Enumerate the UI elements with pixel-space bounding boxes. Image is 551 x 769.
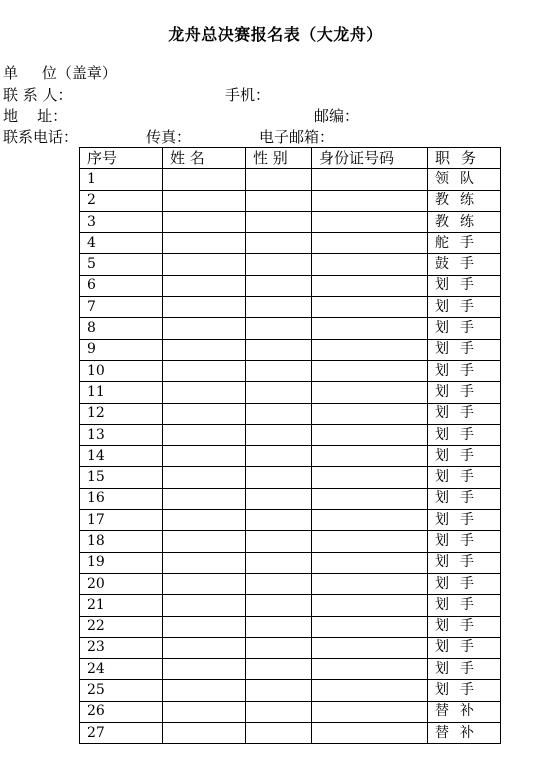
- cell-id-number[interactable]: [312, 382, 428, 403]
- mobile-label: 手机：: [225, 86, 271, 104]
- cell-name[interactable]: [163, 297, 246, 318]
- cell-gender[interactable]: [246, 680, 312, 701]
- table-row: [80, 637, 501, 658]
- table-row: [80, 297, 501, 318]
- cell-id-number[interactable]: [312, 488, 428, 509]
- cell-gender[interactable]: [246, 297, 312, 318]
- cell-gender[interactable]: [246, 275, 312, 296]
- table-row: [80, 510, 501, 531]
- table-row: [80, 680, 501, 701]
- cell-role: 划手: [428, 446, 501, 467]
- cell-name[interactable]: [163, 233, 246, 254]
- cell-role: 划手: [428, 382, 501, 403]
- cell-name[interactable]: [163, 467, 246, 488]
- cell-role: 领队: [428, 169, 501, 190]
- cell-gender[interactable]: [246, 637, 312, 658]
- cell-id-number[interactable]: [312, 573, 428, 594]
- cell-name[interactable]: [163, 275, 246, 296]
- cell-role: 划手: [428, 424, 501, 445]
- cell-name[interactable]: [163, 510, 246, 531]
- table-row: [80, 211, 501, 232]
- cell-role: 替补: [428, 723, 501, 744]
- cell-name[interactable]: [163, 169, 246, 190]
- header-role: 职务: [428, 148, 501, 169]
- cell-id-number[interactable]: [312, 318, 428, 339]
- cell-number: 17: [80, 510, 163, 531]
- cell-id-number[interactable]: [312, 211, 428, 232]
- table-row: [80, 424, 501, 445]
- cell-id-number[interactable]: [312, 297, 428, 318]
- cell-number: 22: [80, 616, 163, 637]
- table-row: [80, 169, 501, 190]
- cell-number: 24: [80, 659, 163, 680]
- cell-number: 26: [80, 701, 163, 722]
- cell-role: 划手: [428, 616, 501, 637]
- cell-id-number[interactable]: [312, 190, 428, 211]
- table-row: [80, 616, 501, 637]
- cell-role: 划手: [428, 531, 501, 552]
- cell-role: 划手: [428, 680, 501, 701]
- cell-role: 划手: [428, 510, 501, 531]
- registration-table: [79, 147, 501, 744]
- cell-gender[interactable]: [246, 616, 312, 637]
- cell-name[interactable]: [163, 616, 246, 637]
- cell-role: 划手: [428, 573, 501, 594]
- cell-role: 划手: [428, 488, 501, 509]
- unit-label: 单 位（盖章）: [3, 64, 117, 82]
- cell-gender[interactable]: [246, 573, 312, 594]
- cell-role: 划手: [428, 297, 501, 318]
- table-row: [80, 595, 501, 616]
- cell-id-number[interactable]: [312, 659, 428, 680]
- cell-number: 3: [80, 211, 163, 232]
- cell-gender[interactable]: [246, 595, 312, 616]
- table-row: [80, 552, 501, 573]
- cell-name[interactable]: [163, 680, 246, 701]
- cell-name[interactable]: [163, 446, 246, 467]
- table-row: [80, 723, 501, 744]
- cell-gender[interactable]: [246, 510, 312, 531]
- cell-id-number[interactable]: [312, 169, 428, 190]
- email-label: 电子邮箱：: [259, 128, 335, 146]
- cell-name[interactable]: [163, 531, 246, 552]
- cell-number: 18: [80, 531, 163, 552]
- cell-id-number[interactable]: [312, 616, 428, 637]
- cell-name[interactable]: [163, 254, 246, 275]
- header-id-number: 身份证号码: [312, 148, 428, 169]
- cell-number: 8: [80, 318, 163, 339]
- cell-number: 16: [80, 488, 163, 509]
- cell-number: 25: [80, 680, 163, 701]
- cell-number: 6: [80, 275, 163, 296]
- contact-label: 联 系 人：: [3, 86, 73, 104]
- table-row: [80, 339, 501, 360]
- cell-role: 划手: [428, 659, 501, 680]
- cell-name[interactable]: [163, 637, 246, 658]
- table-row: [80, 446, 501, 467]
- cell-id-number[interactable]: [312, 424, 428, 445]
- cell-name[interactable]: [163, 595, 246, 616]
- cell-role: 鼓手: [428, 254, 501, 275]
- phone-label: 联系电话：: [3, 128, 79, 146]
- cell-number: 20: [80, 573, 163, 594]
- cell-name[interactable]: [163, 424, 246, 445]
- cell-name[interactable]: [163, 339, 246, 360]
- cell-number: 1: [80, 169, 163, 190]
- cell-id-number[interactable]: [312, 275, 428, 296]
- cell-id-number[interactable]: [312, 403, 428, 424]
- cell-gender[interactable]: [246, 531, 312, 552]
- table-row: [80, 254, 501, 275]
- cell-id-number[interactable]: [312, 254, 428, 275]
- cell-id-number[interactable]: [312, 701, 428, 722]
- cell-name[interactable]: [163, 360, 246, 381]
- cell-role: 划手: [428, 403, 501, 424]
- cell-gender[interactable]: [246, 190, 312, 211]
- table-row: [80, 467, 501, 488]
- cell-id-number[interactable]: [312, 552, 428, 573]
- table-row: [80, 318, 501, 339]
- cell-gender[interactable]: [246, 360, 312, 381]
- cell-number: 10: [80, 360, 163, 381]
- cell-gender[interactable]: [246, 233, 312, 254]
- cell-role: 替补: [428, 701, 501, 722]
- table-row: [80, 360, 501, 381]
- cell-id-number[interactable]: [312, 233, 428, 254]
- cell-name[interactable]: [163, 318, 246, 339]
- cell-role: 划手: [428, 339, 501, 360]
- cell-gender[interactable]: [246, 488, 312, 509]
- cell-id-number[interactable]: [312, 680, 428, 701]
- cell-number: 4: [80, 233, 163, 254]
- cell-name[interactable]: [163, 701, 246, 722]
- address-label: 地 址：: [3, 107, 68, 125]
- cell-gender[interactable]: [246, 254, 312, 275]
- table-row: [80, 275, 501, 296]
- cell-gender[interactable]: [246, 701, 312, 722]
- cell-name[interactable]: [163, 573, 246, 594]
- header-gender: 性 别: [246, 148, 312, 169]
- cell-gender[interactable]: [246, 723, 312, 744]
- cell-number: 5: [80, 254, 163, 275]
- cell-gender[interactable]: [246, 467, 312, 488]
- table-body: [80, 169, 501, 744]
- page-title: 龙舟总决赛报名表（大龙舟）: [168, 25, 383, 44]
- cell-name[interactable]: [163, 659, 246, 680]
- cell-role: 划手: [428, 467, 501, 488]
- postcode-label: 邮编：: [314, 107, 360, 125]
- cell-role: 划手: [428, 637, 501, 658]
- cell-id-number[interactable]: [312, 595, 428, 616]
- cell-id-number[interactable]: [312, 339, 428, 360]
- cell-id-number[interactable]: [312, 446, 428, 467]
- cell-id-number[interactable]: [312, 360, 428, 381]
- table-row: [80, 659, 501, 680]
- cell-number: 19: [80, 552, 163, 573]
- cell-role: 划手: [428, 595, 501, 616]
- header-name: 姓 名: [163, 148, 246, 169]
- cell-role: 划手: [428, 275, 501, 296]
- cell-name[interactable]: [163, 403, 246, 424]
- cell-number: 27: [80, 723, 163, 744]
- cell-gender[interactable]: [246, 552, 312, 573]
- cell-name[interactable]: [163, 488, 246, 509]
- cell-gender[interactable]: [246, 318, 312, 339]
- cell-name[interactable]: [163, 723, 246, 744]
- cell-id-number[interactable]: [312, 531, 428, 552]
- cell-gender[interactable]: [246, 446, 312, 467]
- cell-number: 11: [80, 382, 163, 403]
- cell-gender[interactable]: [246, 403, 312, 424]
- cell-number: 23: [80, 637, 163, 658]
- cell-name[interactable]: [163, 190, 246, 211]
- table-row: [80, 233, 501, 254]
- fax-label: 传真：: [146, 128, 192, 146]
- cell-role: 教练: [428, 190, 501, 211]
- cell-gender[interactable]: [246, 424, 312, 445]
- cell-gender[interactable]: [246, 169, 312, 190]
- cell-number: 2: [80, 190, 163, 211]
- cell-role: 划手: [428, 318, 501, 339]
- table-row: [80, 403, 501, 424]
- cell-number: 9: [80, 339, 163, 360]
- cell-number: 12: [80, 403, 163, 424]
- table-header-row: [80, 148, 501, 169]
- table-row: [80, 488, 501, 509]
- cell-name[interactable]: [163, 211, 246, 232]
- cell-number: 21: [80, 595, 163, 616]
- table-row: [80, 382, 501, 403]
- table-row: [80, 701, 501, 722]
- cell-gender[interactable]: [246, 339, 312, 360]
- cell-role: 舵手: [428, 233, 501, 254]
- cell-number: 13: [80, 424, 163, 445]
- cell-name[interactable]: [163, 552, 246, 573]
- cell-role: 划手: [428, 552, 501, 573]
- cell-number: 14: [80, 446, 163, 467]
- cell-role: 教练: [428, 211, 501, 232]
- cell-role: 划手: [428, 360, 501, 381]
- cell-name[interactable]: [163, 382, 246, 403]
- header-number: 序号: [80, 148, 163, 169]
- cell-gender[interactable]: [246, 382, 312, 403]
- table-row: [80, 190, 501, 211]
- cell-id-number[interactable]: [312, 637, 428, 658]
- cell-gender[interactable]: [246, 659, 312, 680]
- table-row: [80, 573, 501, 594]
- cell-number: 15: [80, 467, 163, 488]
- cell-number: 7: [80, 297, 163, 318]
- cell-id-number[interactable]: [312, 723, 428, 744]
- table-row: [80, 531, 501, 552]
- cell-id-number[interactable]: [312, 510, 428, 531]
- cell-id-number[interactable]: [312, 467, 428, 488]
- cell-gender[interactable]: [246, 211, 312, 232]
